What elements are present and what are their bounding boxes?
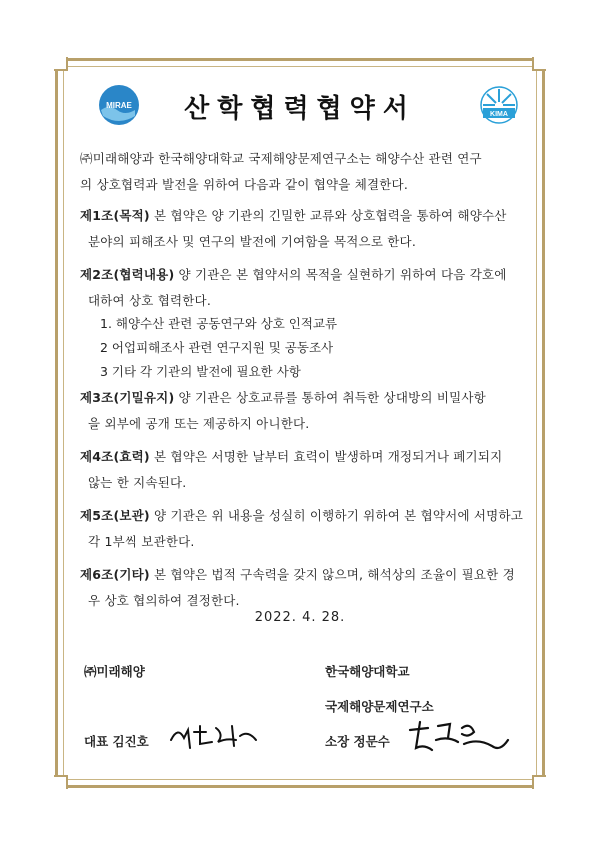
article-label: 제1조(목적) [80,208,150,223]
intro-line-1: ㈜미래해양과 한국해양대학교 국제해양문제연구소는 해양수산 관련 연구 [80,151,482,166]
article-label: 제3조(기밀유지) [80,390,175,405]
party-left-rep: 대표 김진호 [84,734,149,749]
intro-line-2: 의 상호협력과 발전을 위하여 다음과 같이 협약을 체결한다. [80,177,408,192]
article-text: 각 1부씩 보관한다. [88,534,195,549]
article-text: 본 협약은 서명한 날부터 효력이 발생하며 개정되거나 폐기되지 [149,449,503,464]
list-item: 2 어업피해조사 관련 연구지원 및 공동조사 [100,340,334,355]
article-text: 양 기관은 위 내용을 성실히 이행하기 위하여 본 협약서에 서명하고 [149,508,523,523]
article-text: 본 협약은 법적 구속력을 갖지 않으며, 해석상의 조율이 필요한 경 [149,567,515,582]
article-text: 않는 한 지속된다. [88,475,187,490]
article-label: 제5조(보관) [80,508,150,523]
list-item: 3 기타 각 기관의 발전에 필요한 사항 [100,364,301,379]
corner-ornament-top-right [532,49,554,71]
article-text: 을 외부에 공개 또는 제공하지 아니한다. [88,416,310,431]
article-text: 양 기관은 상호교류를 통하여 취득한 상대방의 비밀사항 [174,390,486,405]
article-2 [80,262,530,314]
article-4 [80,444,530,496]
list-item: 1. 해양수산 관련 공동연구와 상호 인적교류 [100,316,338,331]
article-3 [80,385,530,437]
kima-logo-text: KIMA [490,111,508,118]
agreement-date: 2022. 4. 28. [254,610,346,625]
intro-paragraph [80,146,530,198]
article-text: 분야의 피해조사 및 연구의 발전에 기여함을 목적으로 한다. [88,234,416,249]
article-text: 우 상호 협의하여 결정한다. [88,593,240,608]
article-text: 본 협약은 양 기관의 긴밀한 교류와 상호협력을 통하여 해양수산 [149,208,507,223]
article-text: 양 기관은 본 협약서의 목적을 실현하기 위하여 다음 각호에 [174,267,507,282]
article-6 [80,562,530,614]
party-right-org-2: 국제해양문제연구소 [325,699,434,714]
article-label: 제4조(효력) [80,449,150,464]
corner-ornament-top-left [46,49,68,71]
article-label: 제2조(협력내용) [80,267,175,282]
article-label: 제6조(기타) [80,567,150,582]
article-text: 대하여 상호 협력한다. [88,293,211,308]
document-title: 산학협력협약서 [184,94,416,124]
article-1 [80,203,530,255]
mirae-logo-text: MIRAE [106,101,132,110]
party-left-org: ㈜미래해양 [84,664,145,679]
party-right-org-1: 한국해양대학교 [325,664,410,679]
mirae-logo [98,84,140,126]
signature-left [166,718,266,758]
kima-logo [480,86,518,124]
corner-ornament-bottom-left [46,775,68,797]
signature-right [404,716,514,762]
party-right-rep: 소장 정문수 [325,734,390,749]
corner-ornament-bottom-right [532,775,554,797]
article-5 [80,503,530,555]
